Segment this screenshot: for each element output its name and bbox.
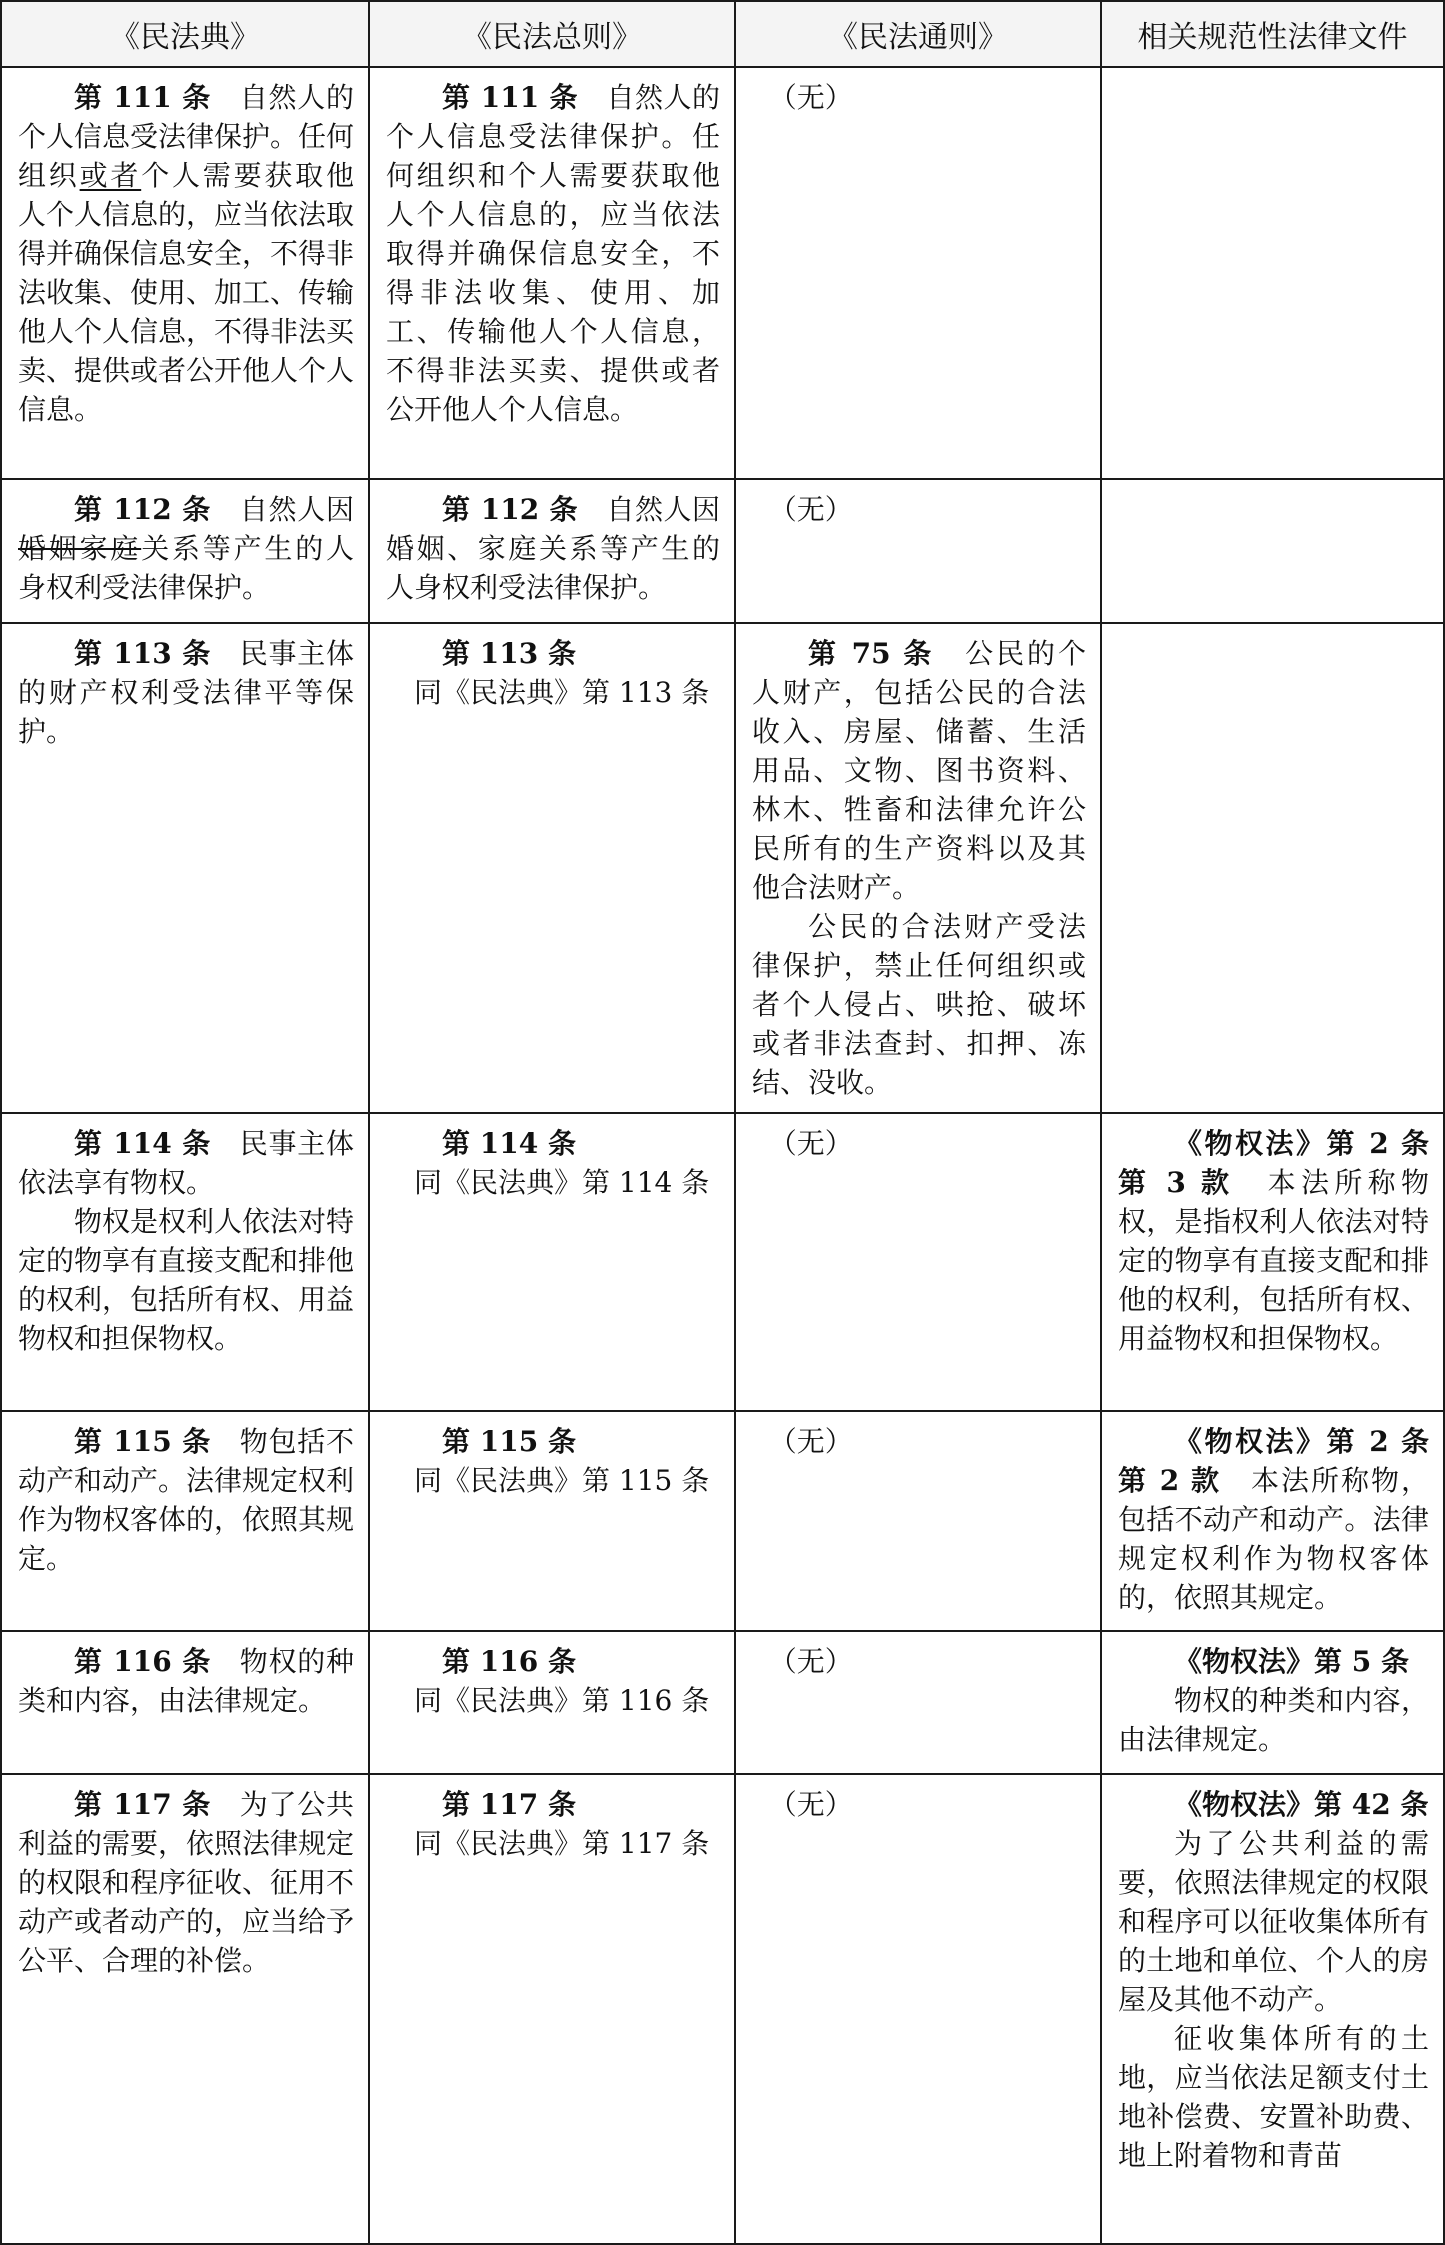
- cell-general-principles: [369, 623, 735, 1113]
- cell-related-documents: [1101, 479, 1444, 623]
- table-row: [1, 1774, 1444, 2244]
- article-paragraph: 公民的合法财产受法律保护，禁止任何组织或者个人侵占、哄抢、破坏或者非法查封、扣押、冻结、没收。: [752, 910, 1086, 1099]
- amended-text: 或者: [79, 159, 142, 192]
- cell-civil-code: [1, 1631, 369, 1774]
- article-text: 第 116 条 物权的种类和内容，由法律规定。: [18, 1645, 354, 1717]
- cell-general-principles: [369, 1631, 735, 1774]
- cell-related-documents: [1101, 1411, 1444, 1631]
- article-number: 第 117 条: [74, 1788, 211, 1821]
- cross-reference: 同《民法典》第 114 条: [414, 1166, 710, 1199]
- header-general-principles: 《民法总则》: [369, 1, 735, 67]
- cell-general-rules: [735, 623, 1101, 1113]
- cell-civil-code: [1, 479, 369, 623]
- none-text: （无）: [768, 1425, 853, 1458]
- table-row: [1, 479, 1444, 623]
- cell-general-principles: [369, 1774, 735, 2244]
- article-number: 第 111 条: [442, 81, 578, 114]
- table-row: [1, 1411, 1444, 1631]
- table-row: [1, 623, 1444, 1113]
- related-article: 《物权法》第 2 条第 2 款 本法所称物，包括不动产和动产。法律规定权利作为物权客体的，依照其规定。: [1118, 1425, 1429, 1614]
- table-row: [1, 1631, 1444, 1774]
- cell-general-principles: [369, 479, 735, 623]
- cell-general-principles: [369, 1113, 735, 1411]
- header-civil-code: 《民法典》: [1, 1, 369, 67]
- table-row: [1, 1113, 1444, 1411]
- related-article: 《物权法》第 2 条第 3 款 本法所称物权，是指权利人依法对特定的物享有直接支配和排他的权利，包括所有权、用益物权和担保物权。: [1118, 1127, 1429, 1355]
- none-text: （无）: [768, 81, 853, 114]
- cell-related-documents: [1101, 623, 1444, 1113]
- article-text: 第 114 条 民事主体依法享有物权。: [18, 1127, 354, 1199]
- article-number: 第 75 条: [808, 637, 935, 670]
- cell-general-principles: [369, 67, 735, 479]
- article-number: 《物权法》第 5 条: [1174, 1645, 1409, 1678]
- article-number: 第 111 条: [74, 81, 211, 114]
- table-row: [1, 67, 1444, 479]
- article-number: 第 117 条: [442, 1788, 576, 1821]
- none-text: （无）: [768, 1645, 853, 1678]
- article-text: 第 111 条 自然人的个人信息受法律保护。任何组织和个人需要获取他人个人信息的，应当依法取得并确保信息安全，不得非法收集、使用、加工、传输他人个人信息，不得非法买卖、提供或者公开他人个人信息。: [386, 81, 720, 426]
- article-number: 第 113 条: [74, 637, 211, 670]
- cell-general-principles: [369, 1411, 735, 1631]
- cross-reference: 同《民法典》第 116 条: [414, 1684, 710, 1717]
- article-number: 第 116 条: [442, 1645, 576, 1678]
- amended-text: 婚姻家庭: [18, 532, 142, 565]
- cross-reference: 同《民法典》第 115 条: [414, 1464, 710, 1497]
- table-header-row: [1, 1, 1444, 67]
- article-number: 第 112 条: [442, 493, 578, 526]
- header-general-rules: 《民法通则》: [735, 1, 1101, 67]
- article-paragraph: 物权的种类和内容，由法律规定。: [1118, 1684, 1429, 1756]
- article-text: 第 113 条 民事主体的财产权利受法律平等保护。: [18, 637, 354, 748]
- article-number: 第 112 条: [74, 493, 211, 526]
- cell-related-documents: [1101, 1774, 1444, 2244]
- none-text: （无）: [768, 493, 853, 526]
- article-number: 第 116 条: [74, 1645, 211, 1678]
- article-text: 第 112 条 自然人因婚姻家庭关系等产生的人身权利受法律保护。: [18, 493, 354, 604]
- article-number: 第 115 条: [442, 1425, 576, 1458]
- article-paragraph: 物权是权利人依法对特定的物享有直接支配和排他的权利，包括所有权、用益物权和担保物权。: [18, 1205, 355, 1355]
- article-number: 第 115 条: [74, 1425, 211, 1458]
- article-paragraph: 征收集体所有的土地，应当依法足额支付土地补偿费、安置补助费、地上附着物和青苗: [1118, 2022, 1429, 2172]
- cell-civil-code: [1, 1411, 369, 1631]
- cross-reference: 同《民法典》第 117 条: [414, 1827, 710, 1860]
- cell-civil-code: [1, 623, 369, 1113]
- cell-related-documents: [1101, 67, 1444, 479]
- none-text: （无）: [768, 1127, 853, 1160]
- cell-general-rules: [735, 1631, 1101, 1774]
- article-number: 《物权法》第 2 条第 2 款: [1118, 1425, 1429, 1497]
- article-text: 第 111 条 自然人的个人信息受法律保护。任何组织或者个人需要获取他人个人信息的，应当依法取得并确保信息安全，不得非法收集、使用、加工、传输他人个人信息，不得非法买卖、提供或者公开他人个人信息。: [18, 81, 355, 426]
- cell-civil-code: [1, 67, 369, 479]
- header-related-documents: 相关规范性法律文件: [1101, 1, 1444, 67]
- article-number: 第 114 条: [74, 1127, 211, 1160]
- cell-related-documents: [1101, 1113, 1444, 1411]
- article-text: 第 117 条 为了公共利益的需要，依照法律规定的权限和程序征收、征用不动产或者动产的，应当给予公平、合理的补偿。: [18, 1788, 355, 1977]
- cell-general-rules: [735, 1113, 1101, 1411]
- cross-reference: 同《民法典》第 113 条: [414, 676, 710, 709]
- cell-civil-code: [1, 1774, 369, 2244]
- cell-civil-code: [1, 1113, 369, 1411]
- article-number: 《物权法》第 42 条: [1174, 1788, 1429, 1821]
- cell-related-documents: [1101, 1631, 1444, 1774]
- none-text: （无）: [768, 1788, 853, 1821]
- article-text: 第 112 条 自然人因婚姻、家庭关系等产生的人身权利受法律保护。: [386, 493, 720, 604]
- article-text: 第 115 条 物包括不动产和动产。法律规定权利作为物权客体的，依照其规定。: [18, 1425, 355, 1575]
- article-text: 第 75 条 公民的个人财产，包括公民的合法收入、房屋、储蓄、生活用品、文物、图书资料、林木、牲畜和法律允许公民所有的生产资料以及其他合法财产。: [752, 637, 1086, 904]
- cell-general-rules: [735, 1411, 1101, 1631]
- article-number: 第 113 条: [442, 637, 576, 670]
- article-number: 第 114 条: [442, 1127, 576, 1160]
- article-number: 《物权法》第 2 条第 3 款: [1118, 1127, 1429, 1199]
- cell-general-rules: [735, 479, 1101, 623]
- cell-general-rules: [735, 67, 1101, 479]
- article-paragraph: 为了公共利益的需要，依照法律规定的权限和程序可以征收集体所有的土地和单位、个人的房屋及其他不动产。: [1118, 1827, 1429, 2016]
- cell-general-rules: [735, 1774, 1101, 2244]
